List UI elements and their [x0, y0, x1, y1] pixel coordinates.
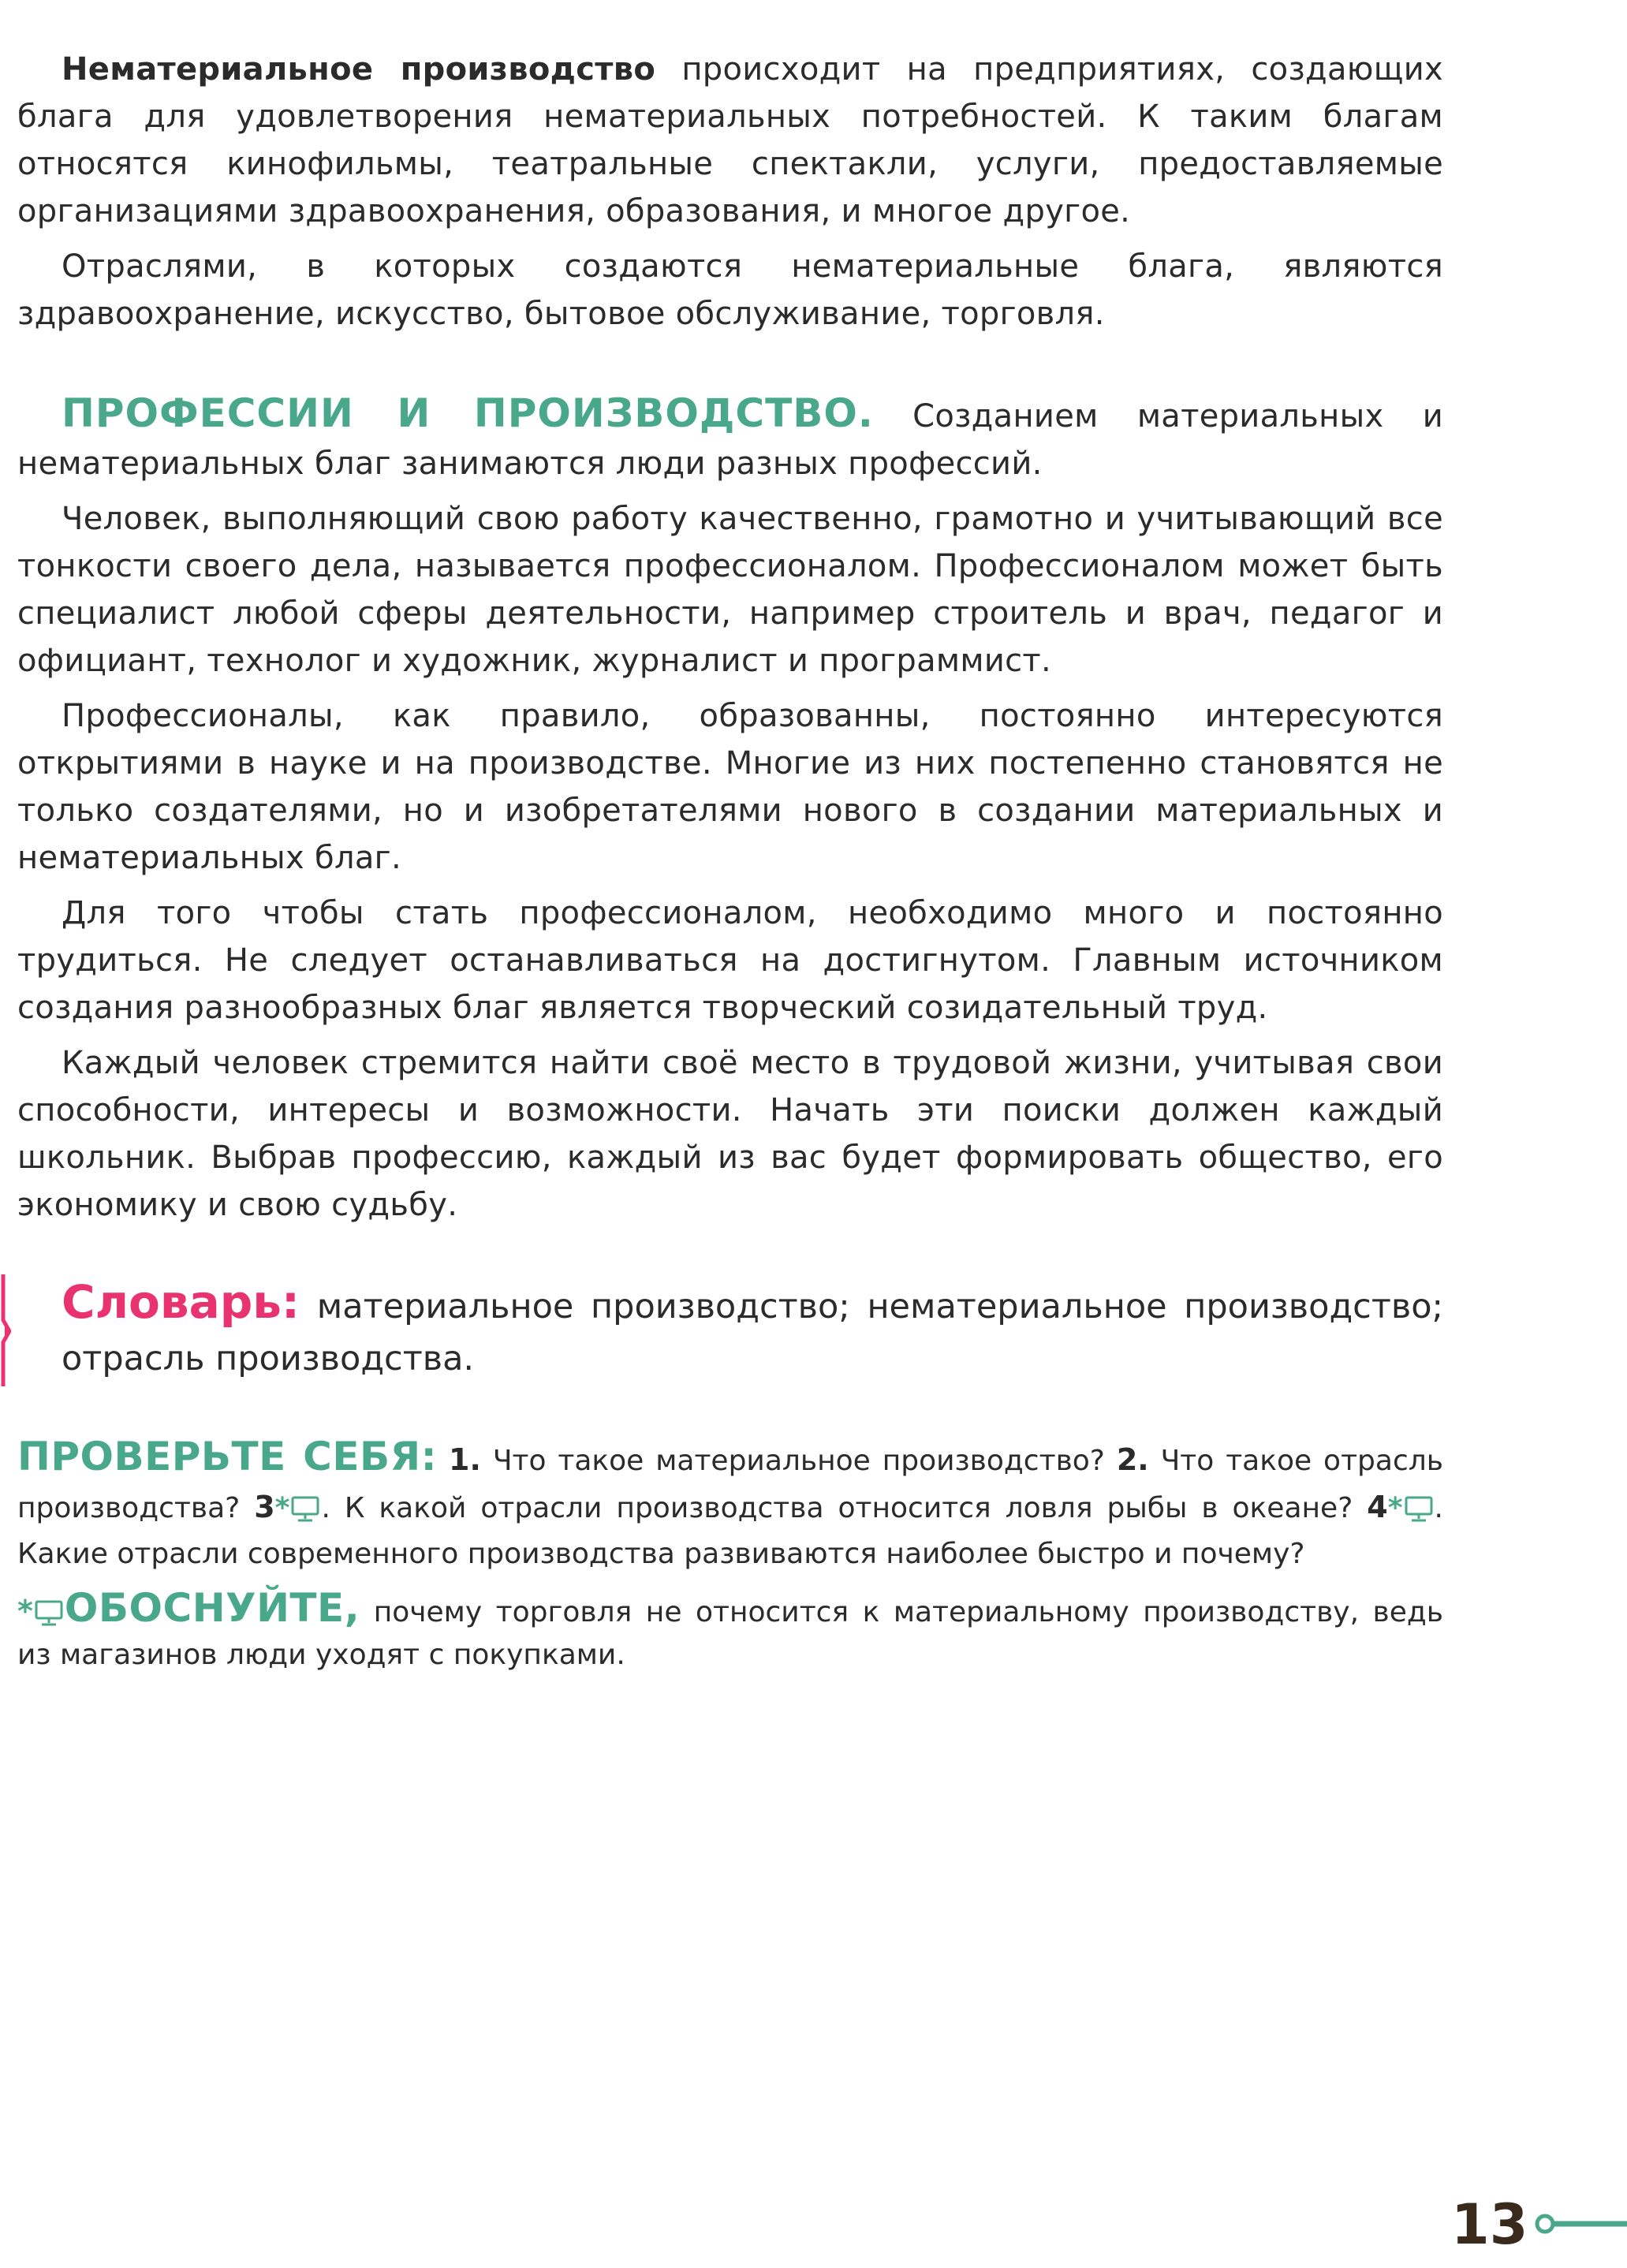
question-number: 2. [1116, 1442, 1149, 1477]
computer-icon [289, 1495, 321, 1524]
page-number-decoration-icon [1534, 2208, 1627, 2240]
question-text: . Какие отрасли современного производства развиваются наиболее быстро и почему? [17, 1492, 1443, 1570]
justify-heading: ОБОСНУЙТЕ, [64, 1585, 360, 1631]
dictionary-bracket-icon [0, 1274, 11, 1386]
question-text: . К какой отрасли производства относится ловля рыбы в океане? [321, 1492, 1353, 1524]
check-heading: ПРОВЕРЬТЕ СЕБЯ: [17, 1434, 438, 1479]
computer-icon [1403, 1495, 1435, 1524]
question-text: Что такое материальное производство? [492, 1445, 1105, 1477]
intro-paragraph-2: Отраслями, в которых создаются нематериальные блага, являются здравоохранение, искусство, бытовое обслуживание, торговля. [17, 248, 1443, 332]
star-marker: * [274, 1492, 290, 1524]
section-lead: Созданием материальных и нематериальных благ занимаются люди разных профессий. [17, 398, 1444, 482]
check-yourself-block [17, 1434, 1443, 1577]
page-body [17, 46, 1443, 1677]
question-text: Что такое отрасль производства? [17, 1445, 1443, 1524]
justify-block [17, 1587, 1443, 1677]
question-number: 3 [254, 1490, 275, 1524]
intro-paragraph-1 [17, 46, 1443, 235]
page-number: 13 [1451, 2192, 1528, 2257]
justify-text: почему торговля не относится к материальному производству, ведь из магазинов люди уходят с покупками. [17, 1596, 1444, 1671]
intro-text-1: происходит на предприятиях, создающих блага для удовлетворения нематериальных потребностей. К таким благам относятся кинофильмы, театральные спектакли, услуги, предоставляемые организациями здравоохранения, образования, и многое другое. [17, 51, 1443, 229]
section-paragraph: Каждый человек стремится найти своё место в трудовой жизни, учитывая свои способности, интересы и возможности. Начать эти поиски должен каждый школьник. Выбрав профессию, каждый из вас будет формировать общество, его экономику и свою судьбу. [17, 1045, 1443, 1223]
question-number: 4 [1367, 1490, 1388, 1524]
star-marker: * [17, 1594, 33, 1628]
section-lead-paragraph [17, 390, 1443, 487]
section-paragraph: Профессионалы, как правило, образованны, постоянно интересуются открытиями в науке и на производстве. Многие из них постепенно становятся не только создателями, но и изобретателями нового в создании материальных и нематериальных благ. [17, 698, 1443, 876]
intro-term: Нематериальное производство [62, 51, 656, 88]
section-heading: ПРОФЕССИИ И ПРОИЗВОДСТВО. [62, 390, 874, 436]
section-paragraph: Для того чтобы стать профессионалом, необходимо много и постоянно трудиться. Не следует останавливаться на достигнутом. Главным источником создания разнообразных благ является творческий созидательный труд. [17, 895, 1443, 1026]
dictionary-text: материальное производство; нематериальное производство; отрасль производства. [62, 1287, 1444, 1378]
star-marker: * [1387, 1492, 1403, 1524]
question-number: 1. [449, 1442, 481, 1477]
computer-icon [33, 1599, 65, 1628]
dictionary-heading: Словарь: [62, 1275, 300, 1329]
dictionary-box [17, 1276, 1443, 1385]
section-paragraph: Человек, выполняющий свою работу качественно, грамотно и учитывающий все тонкости своего дела, называется профессионалом. Профессионалом может быть специалист любой сферы деятельности, например строитель и врач, педагог и официант, технолог и художник, журналист и программист. [17, 501, 1443, 679]
